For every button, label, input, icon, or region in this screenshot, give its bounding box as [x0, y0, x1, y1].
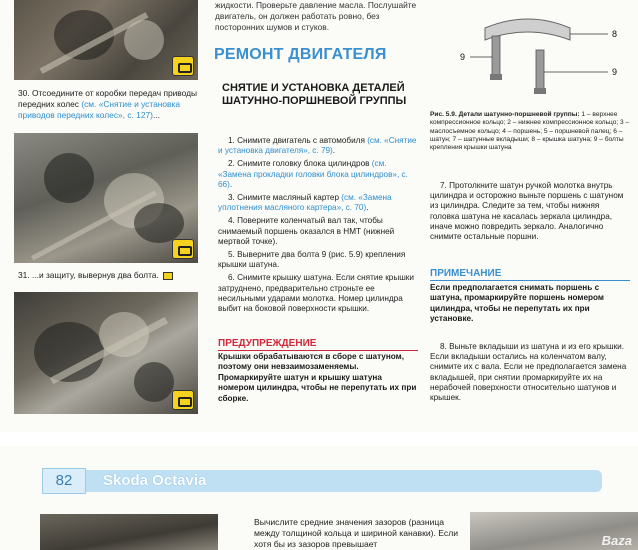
caption-link[interactable]: (см. «Снятие и установка приводов передних колес», с. 127) [18, 99, 181, 120]
step-link[interactable]: (см. «Снятие и установка двигателя», с. 79) [218, 136, 417, 156]
diagram-label: 8 [612, 29, 618, 39]
piston-photo [40, 514, 218, 550]
step-2: 2. Снимите головку блока цилиндров (см. «Замена прокладки головки блока цилиндров», с. 66). [218, 159, 408, 189]
note-body: Если предполагается снимать поршень с шатуна, промаркируйте поршень номером цилиндра, чтобы не перепутать их при установке. [430, 283, 604, 324]
figure-caption-title: Рис. 5.9. Детали шатунно-поршневой группы: [430, 111, 580, 118]
figure-caption [430, 111, 630, 152]
bottom-paragraph: Вычислите средние значения зазоров (разница между толщиной кольца и шириной канавки). Если хотя бы из зазоров превышает [254, 517, 459, 549]
section-title: РЕМОНТ ДВИГАТЕЛЯ [214, 46, 387, 63]
book-title: Skoda Octavia [103, 472, 207, 489]
camera-icon [163, 272, 173, 280]
warning-body: Крышки обрабатываются в сборе с шатуном, поэтому они невзаимозаменяемы. Промаркируйте шатун и крышку шатуна номером цилиндра, чтобы не перепутать их при сборке. [218, 352, 417, 403]
engine-photo-1 [14, 0, 198, 80]
warning-title: ПРЕДУПРЕЖДЕНИЕ [218, 338, 418, 351]
camera-icon [172, 56, 194, 76]
page-gap [0, 432, 638, 446]
engine-part-photo [470, 512, 638, 550]
book-page-bottom [0, 446, 638, 550]
step-4: 4. Поверните коленчатый вал так, чтобы снимаемый поршень оказался в НМТ (нижней мертвой точке). [218, 216, 395, 246]
step-link[interactable]: (см. «Замена уплотнения масляного картера», с. 70) [218, 193, 392, 213]
step-link[interactable]: (см. «Замена прокладки головки блока цилиндров», с. 66) [218, 159, 408, 189]
step-6: 6. Снимите крышку шатуна. Если снятие крышки затруднено, предварительно строньте ее несильными ударами молотка. Номер цилиндра выбит на боковой поверхности крышки. [218, 273, 414, 314]
figure-caption-text: 1 – верхнее компрессионное кольцо; 2 – нижнее компрессионное кольцо; 3 – маслосъемное кольцо; 4 – поршень; 5 – поршневой палец; 6 – шатун; 7 – шатунные вкладыши; 8 – крышка шатуна; 9 – болты крепления крышки шатуна [430, 111, 630, 152]
intro-paragraph: жидкости. Проверьте давление масла. Послушайте двигатель, он должен работать ровно, без посторонних шумов и стуков. [215, 0, 417, 32]
bolt-left [492, 36, 500, 76]
connecting-rod-diagram [430, 0, 638, 110]
camera-icon [172, 390, 194, 410]
steps-list [218, 136, 418, 317]
step-1: 1. Снимите двигатель с автомобиля (см. «Снятие и установка двигателя», с. 79). [218, 136, 417, 156]
watermark-logo: Baza [601, 533, 632, 548]
caption-tail: ... [152, 110, 160, 120]
bolt-left-head [490, 74, 502, 80]
engine-photo-2 [14, 133, 198, 263]
step-8: 8. Выньте вкладыши из шатуна и из его крышки. Если вкладыши остались на коленчатом валу, снимите их с вала. Если не предполагается замена вкладышей, при снятии промаркируйте их на нерабочей поверхности относительно шатунов и крышек. [430, 342, 627, 403]
caption-text: 31. ...и защиту, вывернув два болта. [18, 270, 159, 280]
note-title: ПРИМЕЧАНИЕ [430, 268, 630, 281]
diagram-label: 9 [612, 67, 618, 77]
camera-icon [172, 239, 194, 259]
step-3: 3. Снимите масляный картер (см. «Замена уплотнения масляного картера», с. 70). [218, 193, 392, 213]
step-7: 7. Протолкните шатун ручкой молотка внутрь цилиндра и осторожно выньте поршень с шатуном из цилиндра. Следите за тем, чтобы нижняя головка шатуна не касалась зеркала цилиндра, иначе можно повредить зеркало. Аналогично снимите остальные поршни. [430, 181, 624, 242]
subsection-title: СНЯТИЕ И УСТАНОВКА ДЕТАЛЕЙ ШАТУННО-ПОРШНЕВОЙ ГРУППЫ [222, 82, 407, 107]
engine-photo-3 [14, 292, 198, 414]
photo-caption-31 [18, 270, 198, 281]
caption-text: 30. Отсоедините от коробки передач приводы передних колес [18, 88, 198, 109]
page-number: 82 [42, 468, 86, 494]
photo-caption-30 [18, 88, 198, 121]
bolt-right [536, 50, 544, 90]
step-5: 5. Выверните два болта 9 (рис. 5.9) крепления крышки шатуна. [218, 250, 406, 270]
bolt-right-head [534, 88, 546, 94]
diagram-label: 9 [460, 52, 466, 62]
